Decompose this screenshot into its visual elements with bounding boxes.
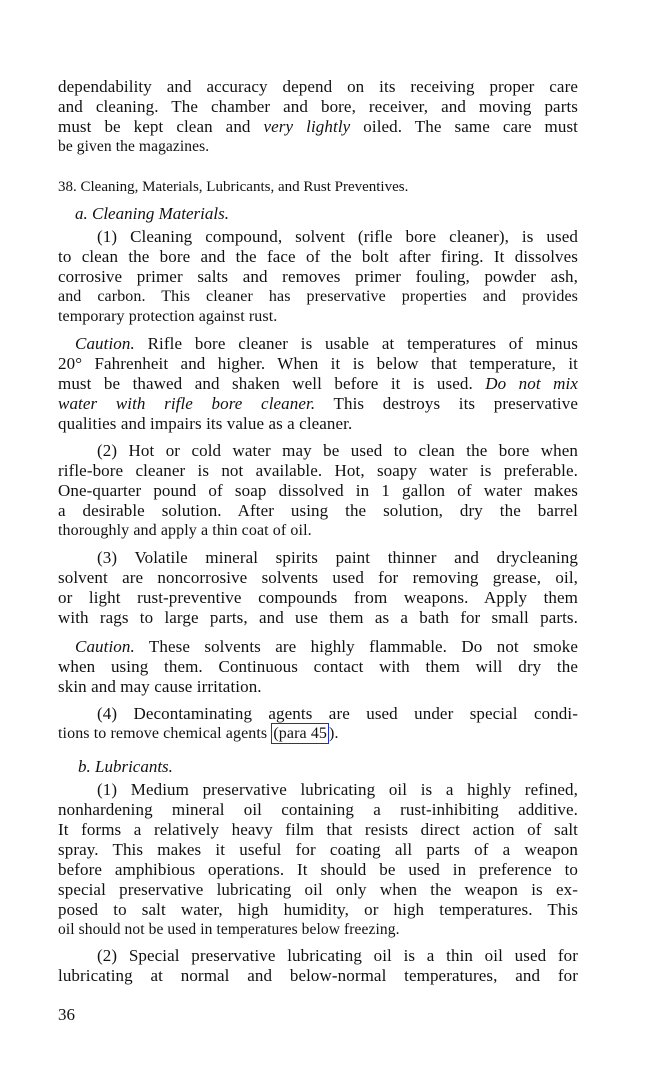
text-line: with rags to large parts, and use them as a bath for small parts.	[58, 608, 578, 627]
text-span: tions to remove chemical agents	[58, 725, 272, 742]
text-line	[58, 723, 578, 744]
text-line: and carbon. This cleaner has preservative properties and provides	[58, 288, 578, 305]
text-span: must be kept clean and	[58, 117, 264, 136]
text-line: solvent are noncorrosive solvents used for removing grease, oil,	[58, 568, 578, 587]
text-line: before amphibious operations. It should be used in preference to	[58, 860, 578, 879]
text-line: nonhardening mineral oil containing a rust-inhibiting additive.	[58, 800, 578, 819]
text-span: oiled. The same care must	[350, 117, 578, 136]
text-line	[75, 637, 578, 657]
text-line: corrosive primer salts and removes primer fouling, powder ash,	[58, 267, 578, 286]
section-heading: 38. Cleaning, Materials, Lubricants, and Rust Preventives.	[58, 179, 409, 195]
text-line: (4) Decontaminating agents are used under special condi-	[97, 704, 578, 723]
text-line: oil should not be used in temperatures below freezing.	[58, 921, 400, 938]
text-line: (1) Cleaning compound, solvent (rifle bore cleaner), is used	[97, 227, 578, 246]
text-span: must be thawed and shaken well before it is used.	[58, 374, 486, 393]
page-number: 36	[58, 1005, 75, 1024]
text-line: temporary protection against rust.	[58, 308, 278, 325]
text-line: to clean the bore and the face of the bolt after firing. It dissolves	[58, 247, 578, 266]
para-45-link[interactable]: (para 45	[273, 725, 328, 742]
text-line	[58, 374, 578, 394]
text-line: a desirable solution. After using the solution, dry the barrel	[58, 501, 578, 520]
text-line: and cleaning. The chamber and bore, receiver, and moving parts	[58, 97, 578, 116]
text-line: be given the magazines.	[58, 138, 210, 155]
text-span: These solvents are highly flammable. Do not smoke	[134, 637, 578, 656]
text-line: rifle-bore cleaner is not available. Hot, soapy water is preferable.	[58, 461, 578, 480]
text-line: spray. This makes it useful for coating all parts of a weapon	[58, 840, 578, 859]
text-span: ).	[329, 725, 339, 742]
text-line: dependability and accuracy depend on its receiving proper care	[58, 77, 578, 96]
emphasis-text: Do not mix	[485, 374, 578, 393]
text-span: Rifle bore cleaner is usable at temperatures of minus	[134, 334, 578, 353]
text-line: posed to salt water, high humidity, or high temperatures. This	[58, 900, 578, 919]
text-line: qualities and impairs its value as a cleaner.	[58, 414, 353, 433]
text-line: 20° Fahrenheit and higher. When it is below that temperature, it	[58, 354, 578, 373]
caution-label: Caution.	[75, 334, 135, 353]
text-span: This destroys its preservative	[315, 394, 578, 413]
text-line: when using them. Continuous contact with them will dry the	[58, 657, 578, 676]
emphasis-text: very lightly	[263, 117, 351, 136]
subsection-heading: b. Lubricants.	[78, 757, 173, 776]
subsection-heading: a. Cleaning Materials.	[75, 204, 229, 223]
text-line: thoroughly and apply a thin coat of oil.	[58, 522, 312, 539]
text-line: (1) Medium preservative lubricating oil is a highly refined,	[97, 780, 578, 799]
text-line: special preservative lubricating oil only when the weapon is ex-	[58, 880, 578, 899]
text-line: (2) Special preservative lubricating oil is a thin oil used for	[97, 946, 578, 965]
text-line: (2) Hot or cold water may be used to clean the bore when	[97, 441, 578, 460]
text-line: It forms a relatively heavy film that resists direct action of salt	[58, 820, 578, 839]
text-line: lubricating at normal and below-normal temperatures, and for	[58, 966, 578, 985]
text-line	[58, 394, 578, 414]
text-line	[58, 117, 578, 137]
text-line: skin and may cause irritation.	[58, 677, 262, 696]
text-line: or light rust-preventive compounds from weapons. Apply them	[58, 588, 578, 607]
text-line: One-quarter pound of soap dissolved in 1 gallon of water makes	[58, 481, 578, 500]
emphasis-text: water with rifle bore cleaner.	[58, 394, 316, 413]
caution-label: Caution.	[75, 637, 135, 656]
text-line: (3) Volatile mineral spirits paint thinner and drycleaning	[97, 548, 578, 567]
text-line	[75, 334, 578, 354]
